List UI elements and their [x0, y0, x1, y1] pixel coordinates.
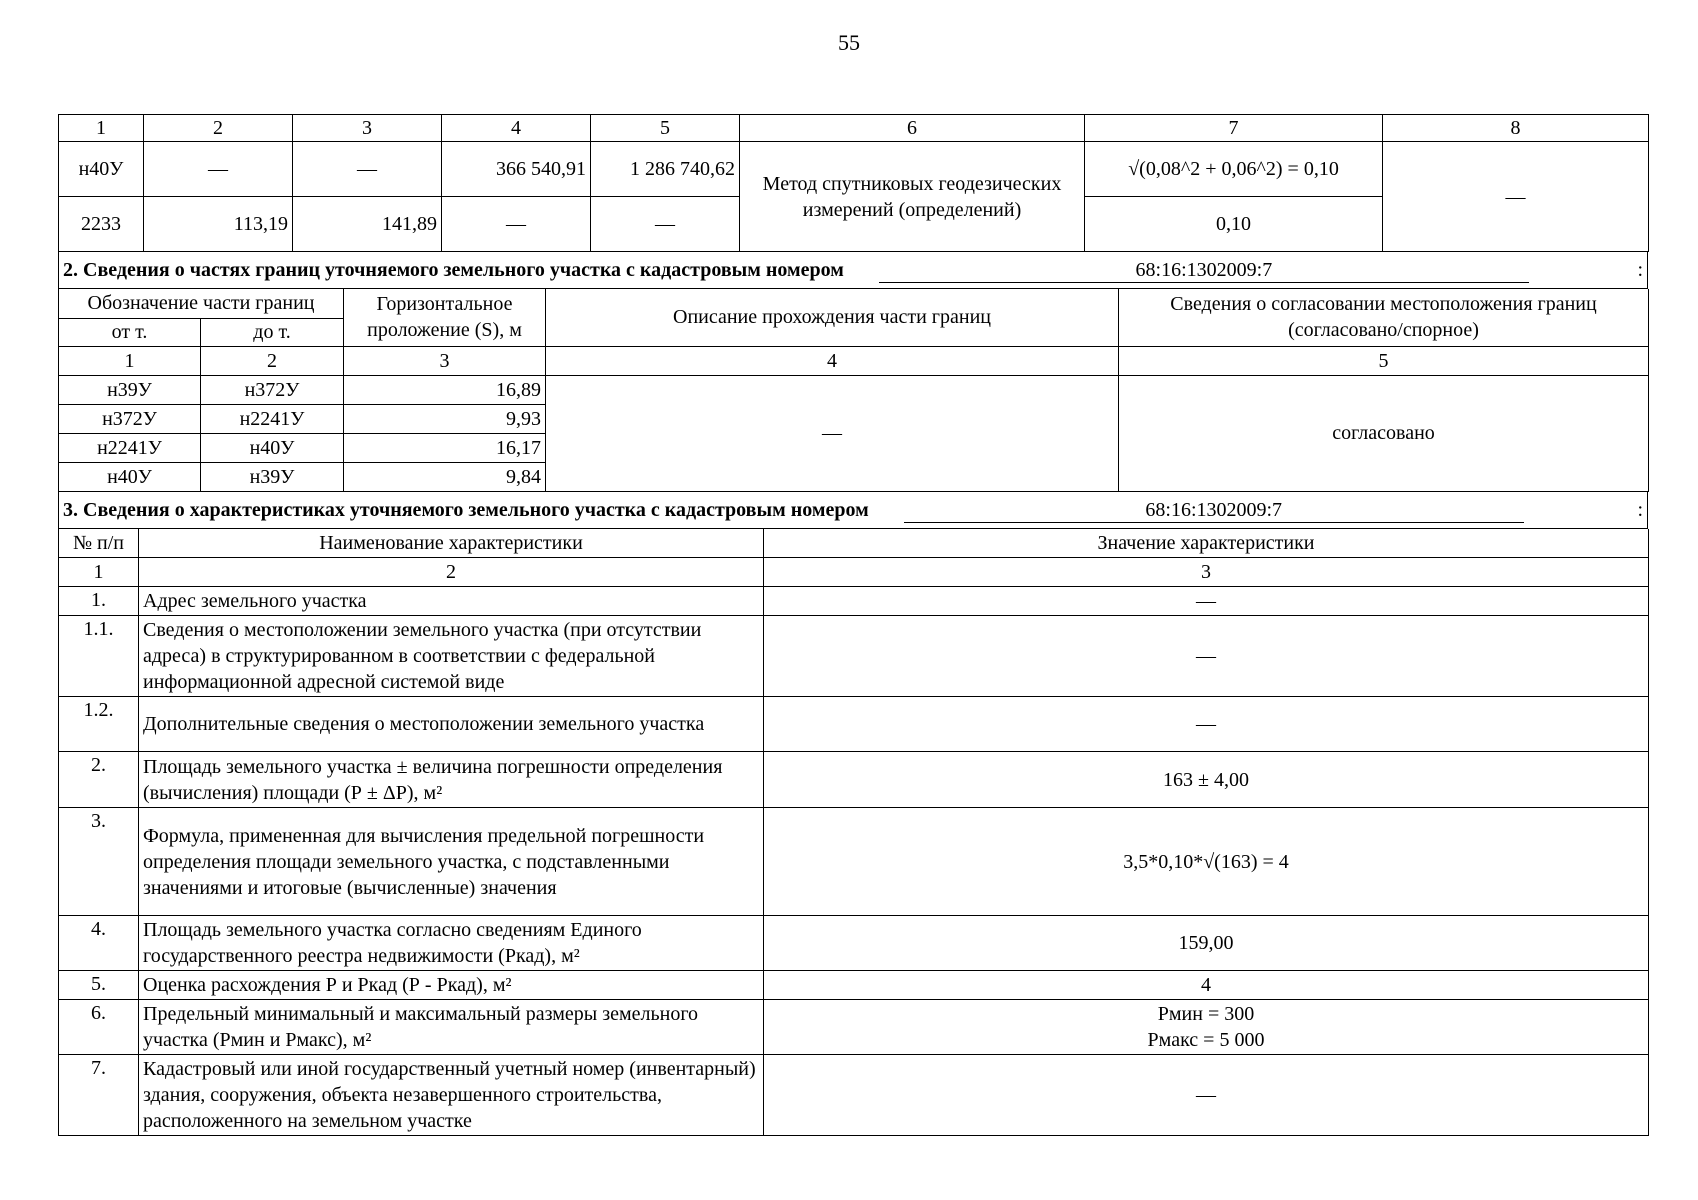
col-header: 3	[293, 115, 442, 142]
col-number: 1	[59, 558, 139, 587]
col-number: 5	[1119, 346, 1649, 375]
col-header: 4	[442, 115, 591, 142]
horizontal-header: Горизонтальное проложение (S), м	[344, 289, 546, 346]
row-number: 6.	[59, 1000, 139, 1055]
coordinates-table	[58, 114, 1649, 252]
characteristic-value: —	[764, 587, 1649, 616]
table-row	[59, 616, 1649, 697]
col-header: 1	[59, 115, 144, 142]
col-number: 1	[59, 346, 201, 375]
value-header: Значение характеристики	[764, 529, 1649, 558]
characteristic-value: —	[764, 697, 1649, 752]
col-header: 8	[1383, 115, 1649, 142]
col-header: 7	[1085, 115, 1383, 142]
header-row	[59, 115, 1649, 142]
row-number: 2.	[59, 752, 139, 808]
accuracy-value: 0,10	[1085, 197, 1383, 252]
min-size-value: Рмин = 300	[1157, 1003, 1255, 1025]
horizontal-length: 16,17	[344, 433, 546, 462]
section2-title: 2. Сведения о частях границ уточняемого земельного участка с кадастровым номером	[63, 259, 844, 281]
table-row	[59, 916, 1649, 971]
characteristic-name: Оценка расхождения Р и Ркад (Р - Ркад), м²	[139, 971, 764, 1000]
coord-x: —	[442, 197, 591, 252]
designation-header: Обозначение части границ	[59, 289, 344, 318]
agreement-cell: согласовано	[1119, 375, 1649, 491]
boundary-parts-table	[58, 289, 1649, 492]
section2-colon: :	[1637, 259, 1643, 281]
characteristic-value: 159,00	[764, 916, 1649, 971]
from-header: от т.	[59, 318, 201, 346]
page-number: 55	[838, 30, 860, 55]
cell: —	[1383, 142, 1649, 252]
characteristic-name: Площадь земельного участка ± величина погрешности определения (вычисления) площади (Р ± ΔР), м²	[139, 752, 764, 808]
cell: —	[144, 142, 293, 197]
row-number: 1.2.	[59, 697, 139, 752]
section2-title-row	[58, 252, 1648, 289]
description-header: Описание прохождения части границ	[546, 289, 1119, 346]
section3-colon: :	[1637, 498, 1643, 521]
from-point: н39У	[59, 375, 201, 404]
row-number: 4.	[59, 916, 139, 971]
horizontal-length: 9,84	[344, 462, 546, 491]
col-number: 2	[139, 558, 764, 587]
characteristic-name: Формула, примененная для вычисления предельной погрешности определения площади земельного участка, с подставленными значениями и итоговые (вычисленные) значения	[139, 808, 764, 916]
from-point: н2241У	[59, 433, 201, 462]
method-cell: Метод спутниковых геодезических измерений (определений)	[740, 142, 1085, 252]
col-number: 4	[546, 346, 1119, 375]
section3-cadastral-number: 68:16:1302009:7	[904, 498, 1524, 523]
col-number: 3	[764, 558, 1649, 587]
section3-title-row	[58, 492, 1648, 529]
characteristic-name: Площадь земельного участка согласно сведениям Единого государственного реестра недвижимости (Ркад), м²	[139, 916, 764, 971]
characteristic-value: —	[764, 616, 1649, 697]
to-point: н2241У	[201, 404, 344, 433]
cell: —	[293, 142, 442, 197]
agreement-header: Сведения о согласовании местоположения границ (согласовано/спорное)	[1119, 289, 1649, 346]
table-row	[59, 808, 1649, 916]
horizontal-length: 16,89	[344, 375, 546, 404]
table-row	[59, 587, 1649, 616]
to-point: н372У	[201, 375, 344, 404]
col-header: 6	[740, 115, 1085, 142]
to-point: н40У	[201, 433, 344, 462]
table-row	[59, 1055, 1649, 1136]
col-number: 3	[344, 346, 546, 375]
section2-cadastral-number: 68:16:1302009:7	[879, 258, 1529, 283]
characteristic-name: Сведения о местоположении земельного участка (при отсутствии адреса) в структурированном в соответствии с федеральной информационной адресной системой виде	[139, 616, 764, 697]
table-row	[59, 375, 1649, 404]
to-header: до т.	[201, 318, 344, 346]
section3-title: 3. Сведения о характеристиках уточняемого земельного участка с кадастровым номером	[63, 498, 869, 521]
table-row	[59, 1000, 1649, 1055]
row-number: 1.1.	[59, 616, 139, 697]
cell: 113,19	[144, 197, 293, 252]
characteristic-value: 163 ± 4,00	[764, 752, 1649, 808]
document-body	[58, 114, 1648, 1136]
characteristic-name: Адрес земельного участка	[139, 587, 764, 616]
description-cell: —	[546, 375, 1119, 491]
characteristic-value: —	[764, 1055, 1649, 1136]
from-point: н40У	[59, 462, 201, 491]
col-header: 2	[144, 115, 293, 142]
coord-y: 1 286 740,62	[591, 142, 740, 197]
point-name: н40У	[59, 142, 144, 197]
characteristic-value	[764, 1000, 1649, 1055]
table-row	[59, 697, 1649, 752]
row-number: 3.	[59, 808, 139, 916]
accuracy-formula: √(0,08^2 + 0,06^2) = 0,10	[1085, 142, 1383, 197]
characteristic-value: 3,5*0,10*√(163) = 4	[764, 808, 1649, 916]
num-header: № п/п	[59, 529, 139, 558]
characteristic-name: Предельный минимальный и максимальный размеры земельного участка (Рмин и Рмакс), м²	[139, 1000, 764, 1055]
characteristic-name: Кадастровый или иной государственный учетный номер (инвентарный) здания, сооружения, объекта незавершенного строительства, расположенного на земельном участке	[139, 1055, 764, 1136]
name-header: Наименование характеристики	[139, 529, 764, 558]
to-point: н39У	[201, 462, 344, 491]
table-row	[59, 142, 1649, 197]
col-number: 2	[201, 346, 344, 375]
point-name: 2233	[59, 197, 144, 252]
table-row	[59, 971, 1649, 1000]
from-point: н372У	[59, 404, 201, 433]
characteristics-table	[58, 529, 1649, 1137]
horizontal-length: 9,93	[344, 404, 546, 433]
row-number: 5.	[59, 971, 139, 1000]
table-row	[59, 752, 1649, 808]
coord-y: —	[591, 197, 740, 252]
cell: 141,89	[293, 197, 442, 252]
coord-x: 366 540,91	[442, 142, 591, 197]
col-header: 5	[591, 115, 740, 142]
characteristic-value: 4	[764, 971, 1649, 1000]
row-number: 1.	[59, 587, 139, 616]
row-number: 7.	[59, 1055, 139, 1136]
characteristic-name: Дополнительные сведения о местоположении земельного участка	[139, 697, 764, 752]
max-size-value: Рмакс = 5 000	[1147, 1029, 1265, 1051]
